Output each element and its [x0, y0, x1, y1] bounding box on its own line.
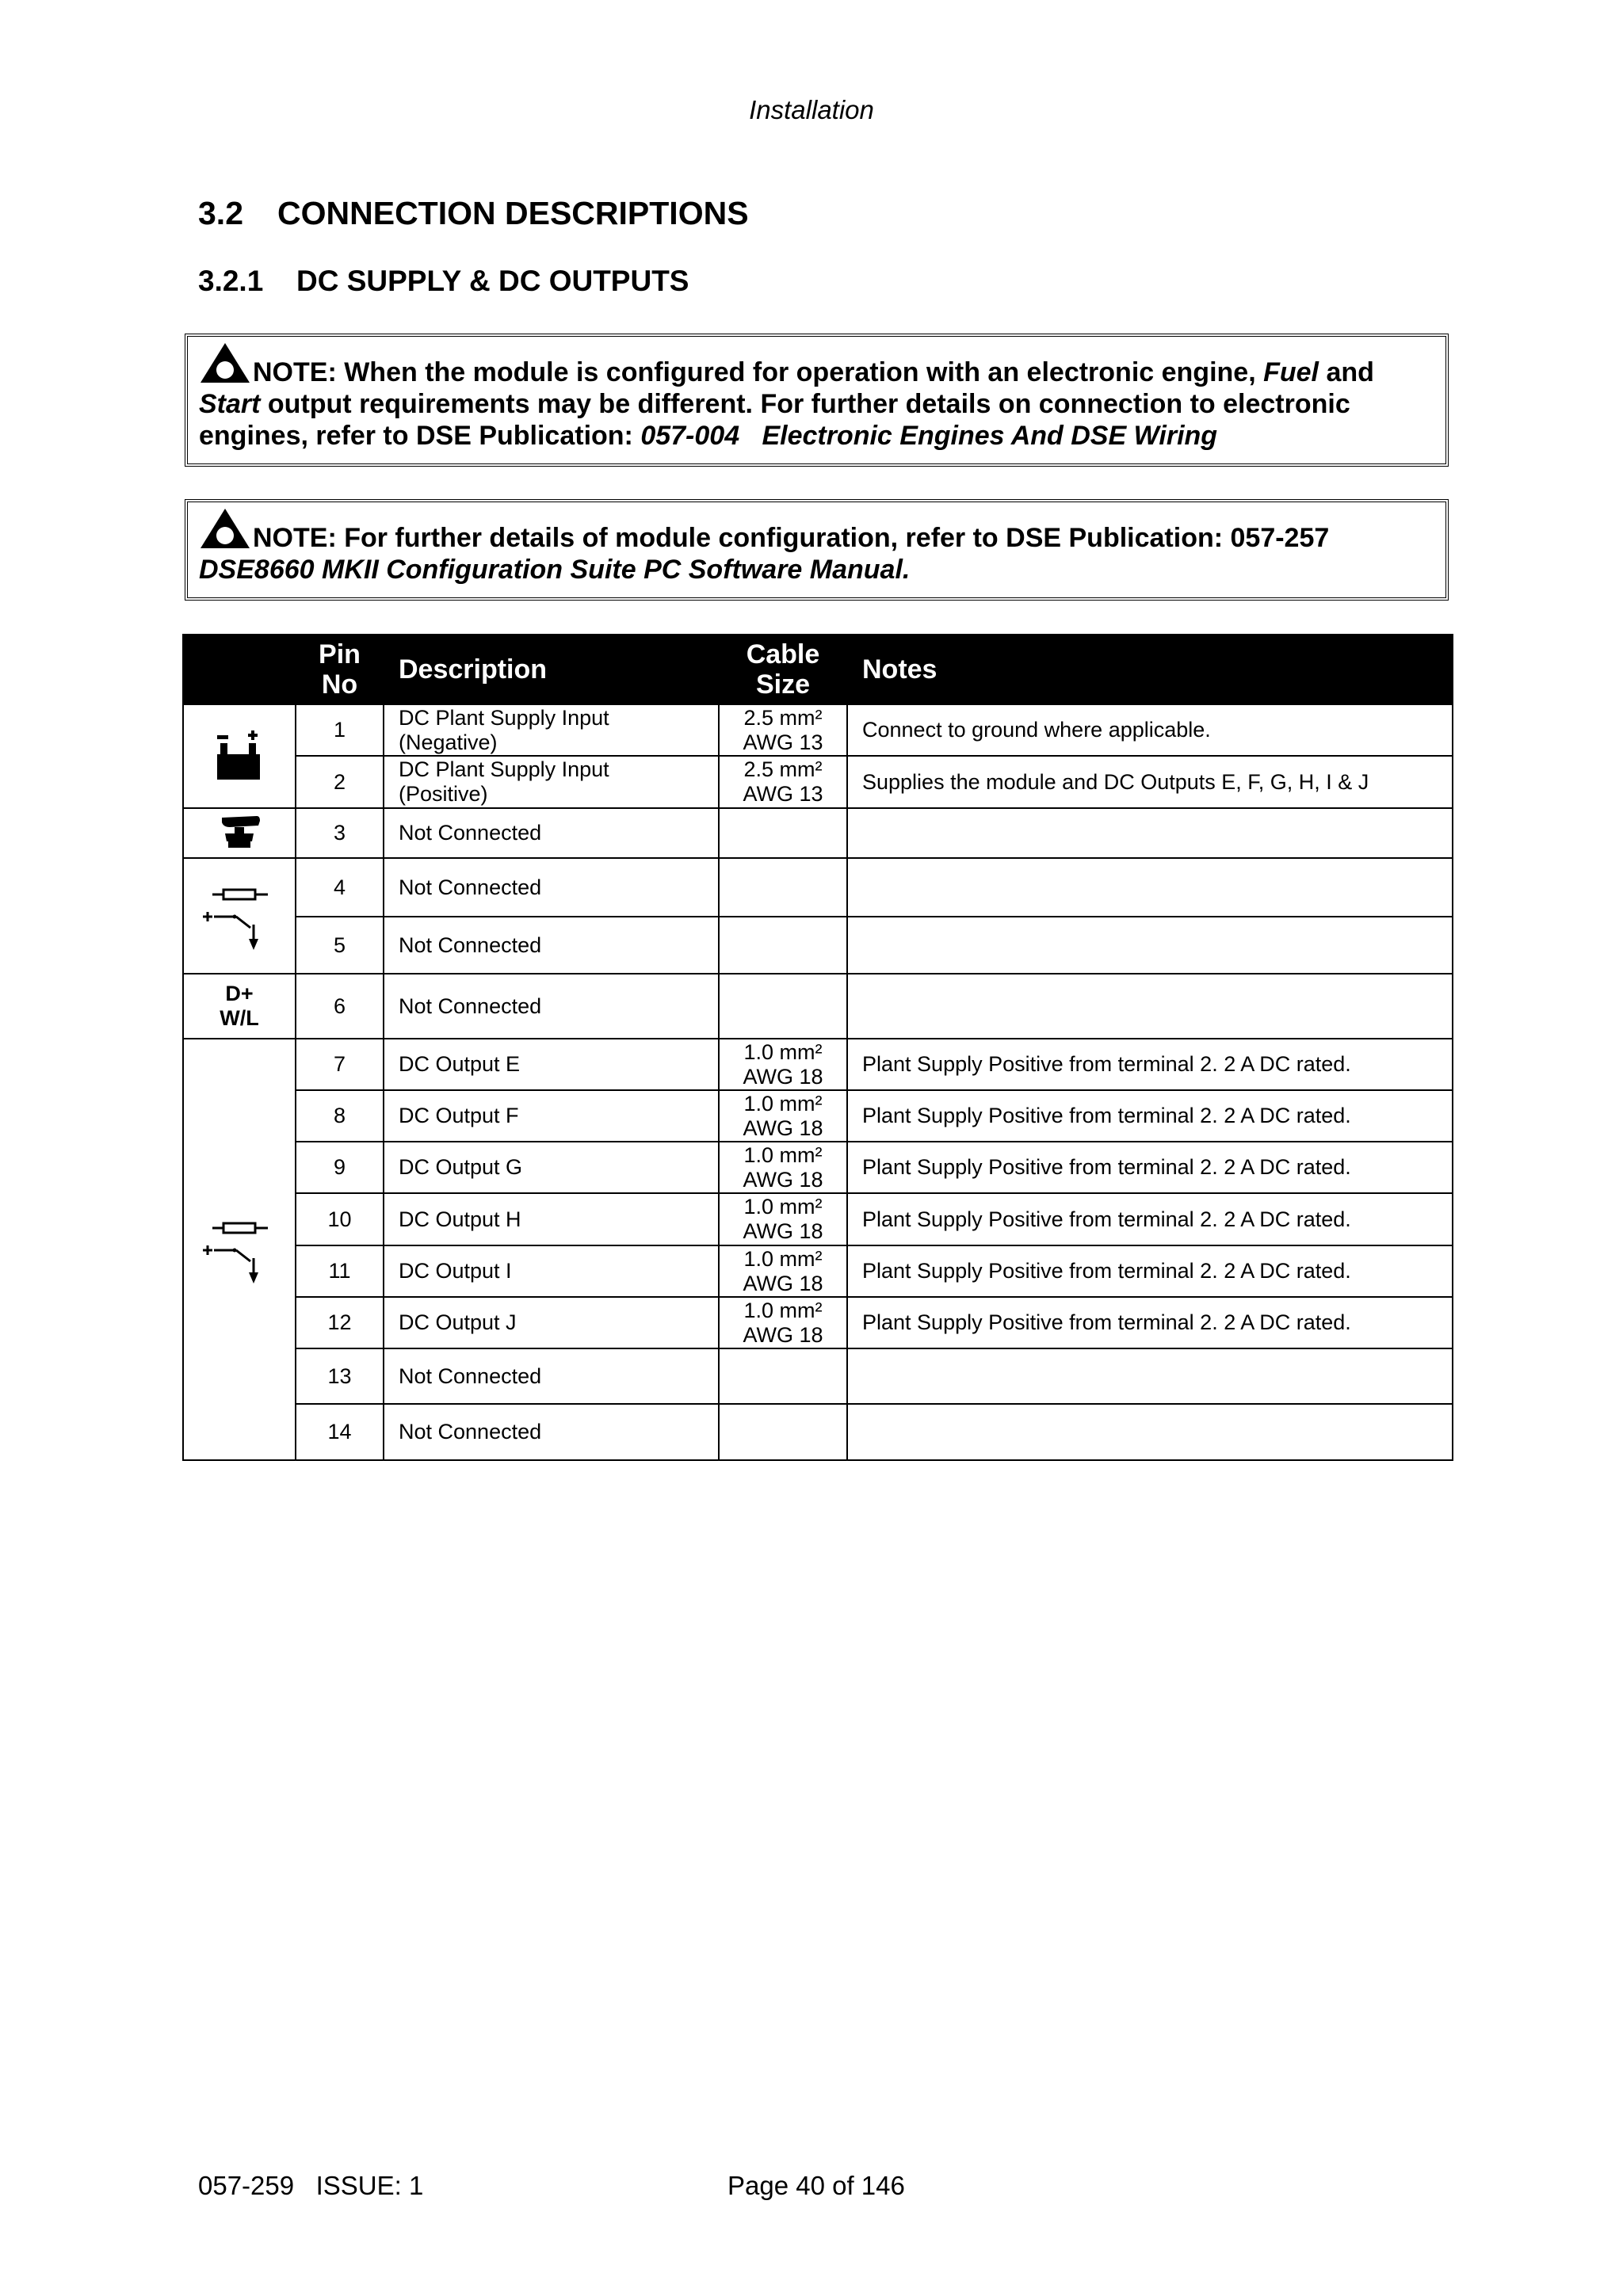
pin-notes — [847, 858, 1453, 917]
cable-size — [719, 974, 847, 1039]
cable-size: 2.5 mm² AWG 13 — [719, 704, 847, 756]
note1-pub-title: Electronic Engines And DSE Wiring — [762, 421, 1218, 451]
pin-number: 7 — [296, 1039, 384, 1090]
pin-number: 14 — [296, 1404, 384, 1460]
pin-notes: Connect to ground where applicable. — [847, 704, 1453, 756]
cable-size — [719, 1404, 847, 1460]
pin-description: DC Output H — [384, 1193, 719, 1245]
cable-size: 1.0 mm² AWG 18 — [719, 1193, 847, 1245]
connection-table — [182, 634, 1453, 1461]
subsection-title: DC SUPPLY & DC OUTPUTS — [296, 265, 689, 297]
note2-pub-title: DSE8660 MKII Configuration Suite PC Software Manual. — [199, 555, 911, 585]
table-row — [183, 1297, 1453, 1348]
footer-doc-issue: 057-259 ISSUE: 1 — [198, 2171, 424, 2200]
table-row — [183, 858, 1453, 917]
cable-size: 1.0 mm² AWG 18 — [719, 1297, 847, 1348]
table-row — [183, 1348, 1453, 1404]
fuel-solenoid-icon-cell — [183, 808, 296, 858]
notes-column-header: Notes — [847, 635, 1453, 704]
note1-pub-number: 057-004 — [640, 421, 740, 451]
pin-notes: Plant Supply Positive from terminal 2. 2 A DC rated. — [847, 1245, 1453, 1297]
pin-number: 5 — [296, 917, 384, 974]
pin-notes: Plant Supply Positive from terminal 2. 2 A DC rated. — [847, 1297, 1453, 1348]
pin-notes — [847, 1404, 1453, 1460]
subsection-heading — [198, 265, 689, 298]
description-column-header: Description — [384, 635, 719, 704]
pin-notes: Supplies the module and DC Outputs E, F, G, H, I & J — [847, 756, 1453, 808]
pin-number: 11 — [296, 1245, 384, 1297]
note1-prefix: NOTE: When the module is configured for operation with an electronic engine, — [253, 357, 1264, 387]
cable-size: 2.5 mm² AWG 13 — [719, 756, 847, 808]
pin-description: Not Connected — [384, 1348, 719, 1404]
pin-number: 1 — [296, 704, 384, 756]
table-row — [183, 704, 1453, 756]
subsection-number: 3.2.1 — [198, 265, 264, 297]
note1-fuel: Fuel — [1263, 357, 1319, 387]
note1-middle: output requirements may be different. For further details on connection to electronic engines, refer to DSE Publication: — [199, 389, 1350, 451]
battery-icon — [214, 730, 265, 783]
cable-size — [719, 858, 847, 917]
charge-alternator-icon: D+ W/L — [183, 974, 296, 1039]
warning-triangle-icon — [199, 341, 251, 384]
pin-description: DC Output J — [384, 1297, 719, 1348]
footer-page-number: Page 40 of 146 — [727, 2171, 905, 2200]
page-header: Installation — [749, 95, 874, 124]
pin-number: 4 — [296, 858, 384, 917]
fuel-solenoid-icon — [217, 814, 262, 852]
pin-number: 12 — [296, 1297, 384, 1348]
battery-icon-cell — [183, 704, 296, 808]
table-row — [183, 1142, 1453, 1193]
pin-number: 6 — [296, 974, 384, 1039]
table-row — [183, 1090, 1453, 1142]
note2-prefix: NOTE: For further details of module configuration, refer to DSE Publication: 057-257 — [253, 523, 1330, 553]
pin-column-header: Pin No — [296, 635, 384, 704]
table-row — [183, 1039, 1453, 1090]
section-number: 3.2 — [198, 195, 243, 231]
pin-number: 13 — [296, 1348, 384, 1404]
pin-description: DC Output I — [384, 1245, 719, 1297]
note1-and: and — [1319, 357, 1374, 387]
warning-triangle-icon — [199, 507, 251, 550]
pin-notes — [847, 917, 1453, 974]
cable-column-header: Cable Size — [719, 635, 847, 704]
fused-output-icon — [201, 1214, 277, 1285]
cable-size: 1.0 mm² AWG 18 — [719, 1142, 847, 1193]
table-row — [183, 1193, 1453, 1245]
table-row — [183, 1245, 1453, 1297]
pin-number: 10 — [296, 1193, 384, 1245]
pin-notes: Plant Supply Positive from terminal 2. 2 A DC rated. — [847, 1193, 1453, 1245]
cable-size: 1.0 mm² AWG 18 — [719, 1090, 847, 1142]
fused-output-icon — [201, 880, 277, 952]
section-heading — [198, 195, 749, 232]
cable-size — [719, 808, 847, 858]
pin-description: Not Connected — [384, 1404, 719, 1460]
cable-size — [719, 1348, 847, 1404]
note-electronic-engine — [185, 334, 1449, 467]
pin-description: Not Connected — [384, 974, 719, 1039]
pin-description: Not Connected — [384, 917, 719, 974]
fused-output-icon-cell — [183, 1039, 296, 1460]
pin-description: Not Connected — [384, 808, 719, 858]
table-row — [183, 1404, 1453, 1460]
pin-notes — [847, 1348, 1453, 1404]
pin-notes — [847, 808, 1453, 858]
table-row — [183, 756, 1453, 808]
pin-number: 3 — [296, 808, 384, 858]
pin-number: 9 — [296, 1142, 384, 1193]
table-row — [183, 974, 1453, 1039]
section-title: CONNECTION DESCRIPTIONS — [277, 195, 749, 231]
table-header-row — [183, 635, 1453, 704]
pin-description: Not Connected — [384, 858, 719, 917]
pin-notes: Plant Supply Positive from terminal 2. 2 A DC rated. — [847, 1090, 1453, 1142]
note1-start: Start — [199, 389, 261, 419]
icon-column-header — [183, 635, 296, 704]
table-row — [183, 917, 1453, 974]
pin-notes: Plant Supply Positive from terminal 2. 2 A DC rated. — [847, 1142, 1453, 1193]
pin-description: DC Plant Supply Input (Positive) — [384, 756, 719, 808]
pin-description: DC Plant Supply Input (Negative) — [384, 704, 719, 756]
table-row — [183, 808, 1453, 858]
pin-number: 8 — [296, 1090, 384, 1142]
cable-size: 1.0 mm² AWG 18 — [719, 1039, 847, 1090]
pin-notes — [847, 974, 1453, 1039]
pin-notes: Plant Supply Positive from terminal 2. 2 A DC rated. — [847, 1039, 1453, 1090]
pin-number: 2 — [296, 756, 384, 808]
pin-description: DC Output E — [384, 1039, 719, 1090]
pin-description: DC Output G — [384, 1142, 719, 1193]
note-configuration — [185, 499, 1449, 601]
cable-size — [719, 917, 847, 974]
fused-output-icon-cell — [183, 858, 296, 974]
pin-description: DC Output F — [384, 1090, 719, 1142]
cable-size: 1.0 mm² AWG 18 — [719, 1245, 847, 1297]
